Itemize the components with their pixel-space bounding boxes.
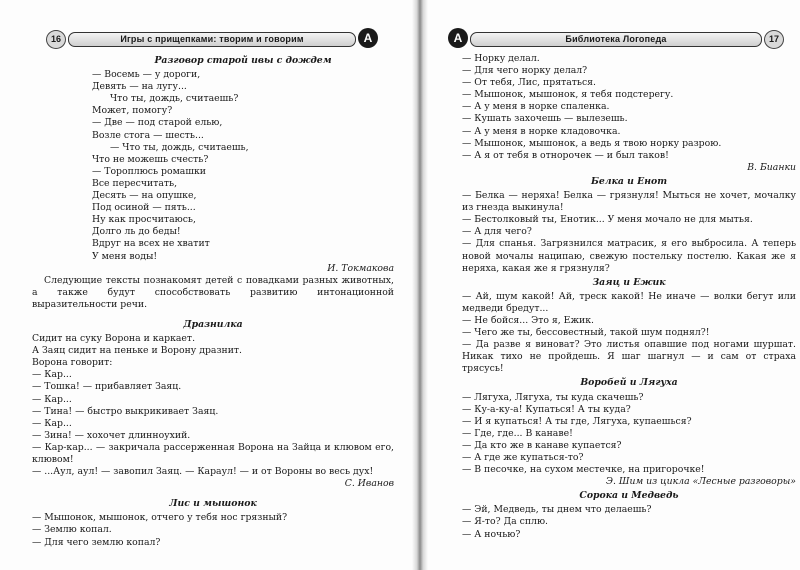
poem-line: Может, помогу?	[92, 105, 173, 117]
story-line: — Для чего землю копал?	[32, 536, 161, 548]
story-line: — Кар...	[32, 393, 72, 405]
poem-line: Что ты, дождь, считаешь?	[110, 93, 239, 105]
intro-paragraph: Следующие тексты познакомят детей с повадками разных животных, а также будут способствовать развитию интонационной выразительности речи.	[32, 274, 394, 310]
story-line: — Землю копал.	[32, 524, 112, 536]
poem-line: Десять — на опушке,	[92, 190, 197, 202]
poem-line: Ну как просчитаюсь,	[92, 214, 196, 226]
story-line: — Кушать захочешь — вылезешь.	[462, 113, 628, 125]
story-belka-i-enot	[462, 176, 796, 275]
story-paragraph: — Чего же ты, бессовестный, такой шум поднял?!	[462, 327, 710, 339]
story-line: — Я-то? Да сплю.	[462, 516, 548, 528]
story-zayac-i-ezhik	[462, 277, 796, 376]
story-line: — Да кто же в канаве купается?	[462, 439, 622, 451]
story-title: Сорока и Медведь	[579, 490, 679, 502]
story-line: — И я купаться! А ты где, Лягуха, купаешься?	[462, 415, 692, 427]
story-line: — Тина! — быстро выкрикивает Заяц.	[32, 405, 219, 417]
story-line: — А у меня в норке кладовочка.	[462, 125, 621, 137]
story-line: — Кар-кар... — закричала рассерженная Ворона на Зайца и клювом его, клювом!	[32, 441, 394, 465]
story-line: Ворона говорит:	[32, 357, 113, 369]
story-author: С. Иванов	[344, 478, 394, 490]
story-line: — А где же купаться-то?	[462, 452, 584, 463]
story-paragraph: — Бестолковый ты, Енотик... У меня мочало не для мытья.	[462, 214, 753, 226]
right-page	[428, 0, 800, 570]
story-title: Белка и Енот	[590, 175, 668, 187]
right-page-header	[448, 28, 784, 50]
story-line: — А у меня в норке спаленка.	[462, 101, 610, 113]
poem-body	[92, 69, 394, 263]
story-line: — Кар...	[32, 369, 72, 381]
story-title: Лис и мышонок	[169, 498, 257, 510]
left-page-header	[46, 28, 378, 50]
story-line: — Лягуха, Лягуха, ты куда скачешь?	[462, 391, 644, 403]
story-line: — А ночью?	[462, 528, 521, 540]
publisher-logo-icon: А	[358, 28, 378, 48]
poem-line: Возле стога — шесть...	[92, 129, 204, 141]
story-author: В. Бианки	[747, 161, 796, 173]
story-line: — От тебя, Лис, прятаться.	[462, 77, 596, 89]
page-number: 16	[46, 30, 66, 49]
poem-line: — Тороплюсь ромашки	[92, 165, 206, 177]
poem-line: Под осиной — пять...	[92, 202, 196, 214]
header-title: Библиотека Логопеда	[470, 32, 762, 47]
story-line: — Тошка! — прибавляет Заяц.	[32, 381, 182, 393]
story-line: — Мышонок, мышонок, я тебя подстерегу.	[462, 89, 674, 101]
story-line: А Заяц сидит на пеньке и Ворону дразнит.	[32, 345, 243, 357]
story-title: Заяц и Ежик	[592, 276, 666, 288]
story-line: Сидит на суку Ворона и каркает.	[32, 333, 196, 345]
poem-line: — Восемь — у дороги,	[92, 69, 201, 81]
poem-line: Все пересчитать,	[92, 177, 178, 189]
poem-line: Вдруг на всех не хватит	[92, 238, 210, 250]
story-line: — Норку делал.	[462, 53, 540, 64]
right-page-content	[462, 53, 796, 541]
story-paragraph: — Для спанья. Загрязнился матрасик, я его выбросила. А теперь новой мочалы наципаю, свежую постельку постелю. Какая же я неряха, какая же я грязнуля?	[462, 238, 796, 274]
header-title: Игры с прищепками: творим и говорим	[68, 32, 356, 47]
poem-author: И. Токмакова	[327, 262, 394, 274]
poem-line: Девять — на лугу...	[92, 81, 187, 93]
story-paragraph: — Белка — неряха! Белка — грязнуля! Мыться не хочет, мочалку из гнезда выкинула!	[462, 190, 796, 214]
story-line: — А я от тебя в отнорочек — и был таков!	[462, 149, 669, 161]
page-number: 17	[764, 30, 784, 49]
story-draznilka	[32, 319, 394, 490]
story-line: — Мышонок, мышонок, а ведь я твою норку разрою.	[462, 137, 722, 149]
story-line: — Зина! — хохочет длинноухий.	[32, 429, 191, 441]
poem-title: Разговор старой ивы с дождем	[154, 55, 332, 66]
poem-line: У меня воды!	[92, 250, 158, 262]
story-line: — Мышонок, мышонок, отчего у тебя нос грязный?	[32, 512, 288, 524]
story-line: — ...Аул, аул! — завопил Заяц. — Караул! — и от Вороны во весь дух!	[32, 466, 374, 478]
story-lis-i-myshonok	[32, 498, 394, 548]
poem-line: Что не можешь счесть?	[92, 153, 209, 165]
left-page-content	[32, 53, 394, 549]
story-line: — Для чего норку делал?	[462, 65, 588, 77]
story-paragraph: — А для чего?	[462, 226, 532, 238]
poem-line: — Что ты, дождь, считаешь,	[110, 141, 249, 153]
story-author: Э. Шим из цикла «Лесные разговоры»	[605, 476, 796, 488]
story-title: Воробей и Лягуха	[580, 377, 678, 389]
story-title: Дразнилка	[183, 318, 243, 330]
story-lis-i-myshonok-continued	[462, 53, 796, 174]
story-line: — Где, где... В канаве!	[462, 427, 573, 439]
publisher-logo-icon: А	[448, 28, 468, 48]
story-line: — Кар...	[32, 417, 72, 429]
story-paragraph: — Ай, шум какой! Ай, треск какой! Не иначе — волки бегут или медведи бредут...	[462, 290, 796, 314]
book-spine-gutter	[412, 0, 428, 570]
story-line: — Эй, Медведь, ты днем что делаешь?	[462, 504, 652, 516]
story-paragraph: — Да разве я виноват? Это листья опавшие под ногами шуршат. Никак тихо не пройдешь. Я шаг шагнул — и сам от страха трясусь!	[462, 339, 796, 375]
story-soroka-i-medved	[462, 490, 796, 540]
story-paragraph: — Не бойся... Это я, Ежик.	[462, 314, 594, 326]
story-line: — Ку-а-ку-а! Купаться! А ты куда?	[462, 403, 631, 415]
poem-line: Долго ль до беды!	[92, 226, 181, 238]
story-vorobey-i-lyaguha	[462, 377, 796, 488]
poem-line: — Две — под старой елью,	[92, 117, 223, 129]
story-line: — В песочке, на сухом местечке, на пригорочке!	[462, 464, 705, 476]
